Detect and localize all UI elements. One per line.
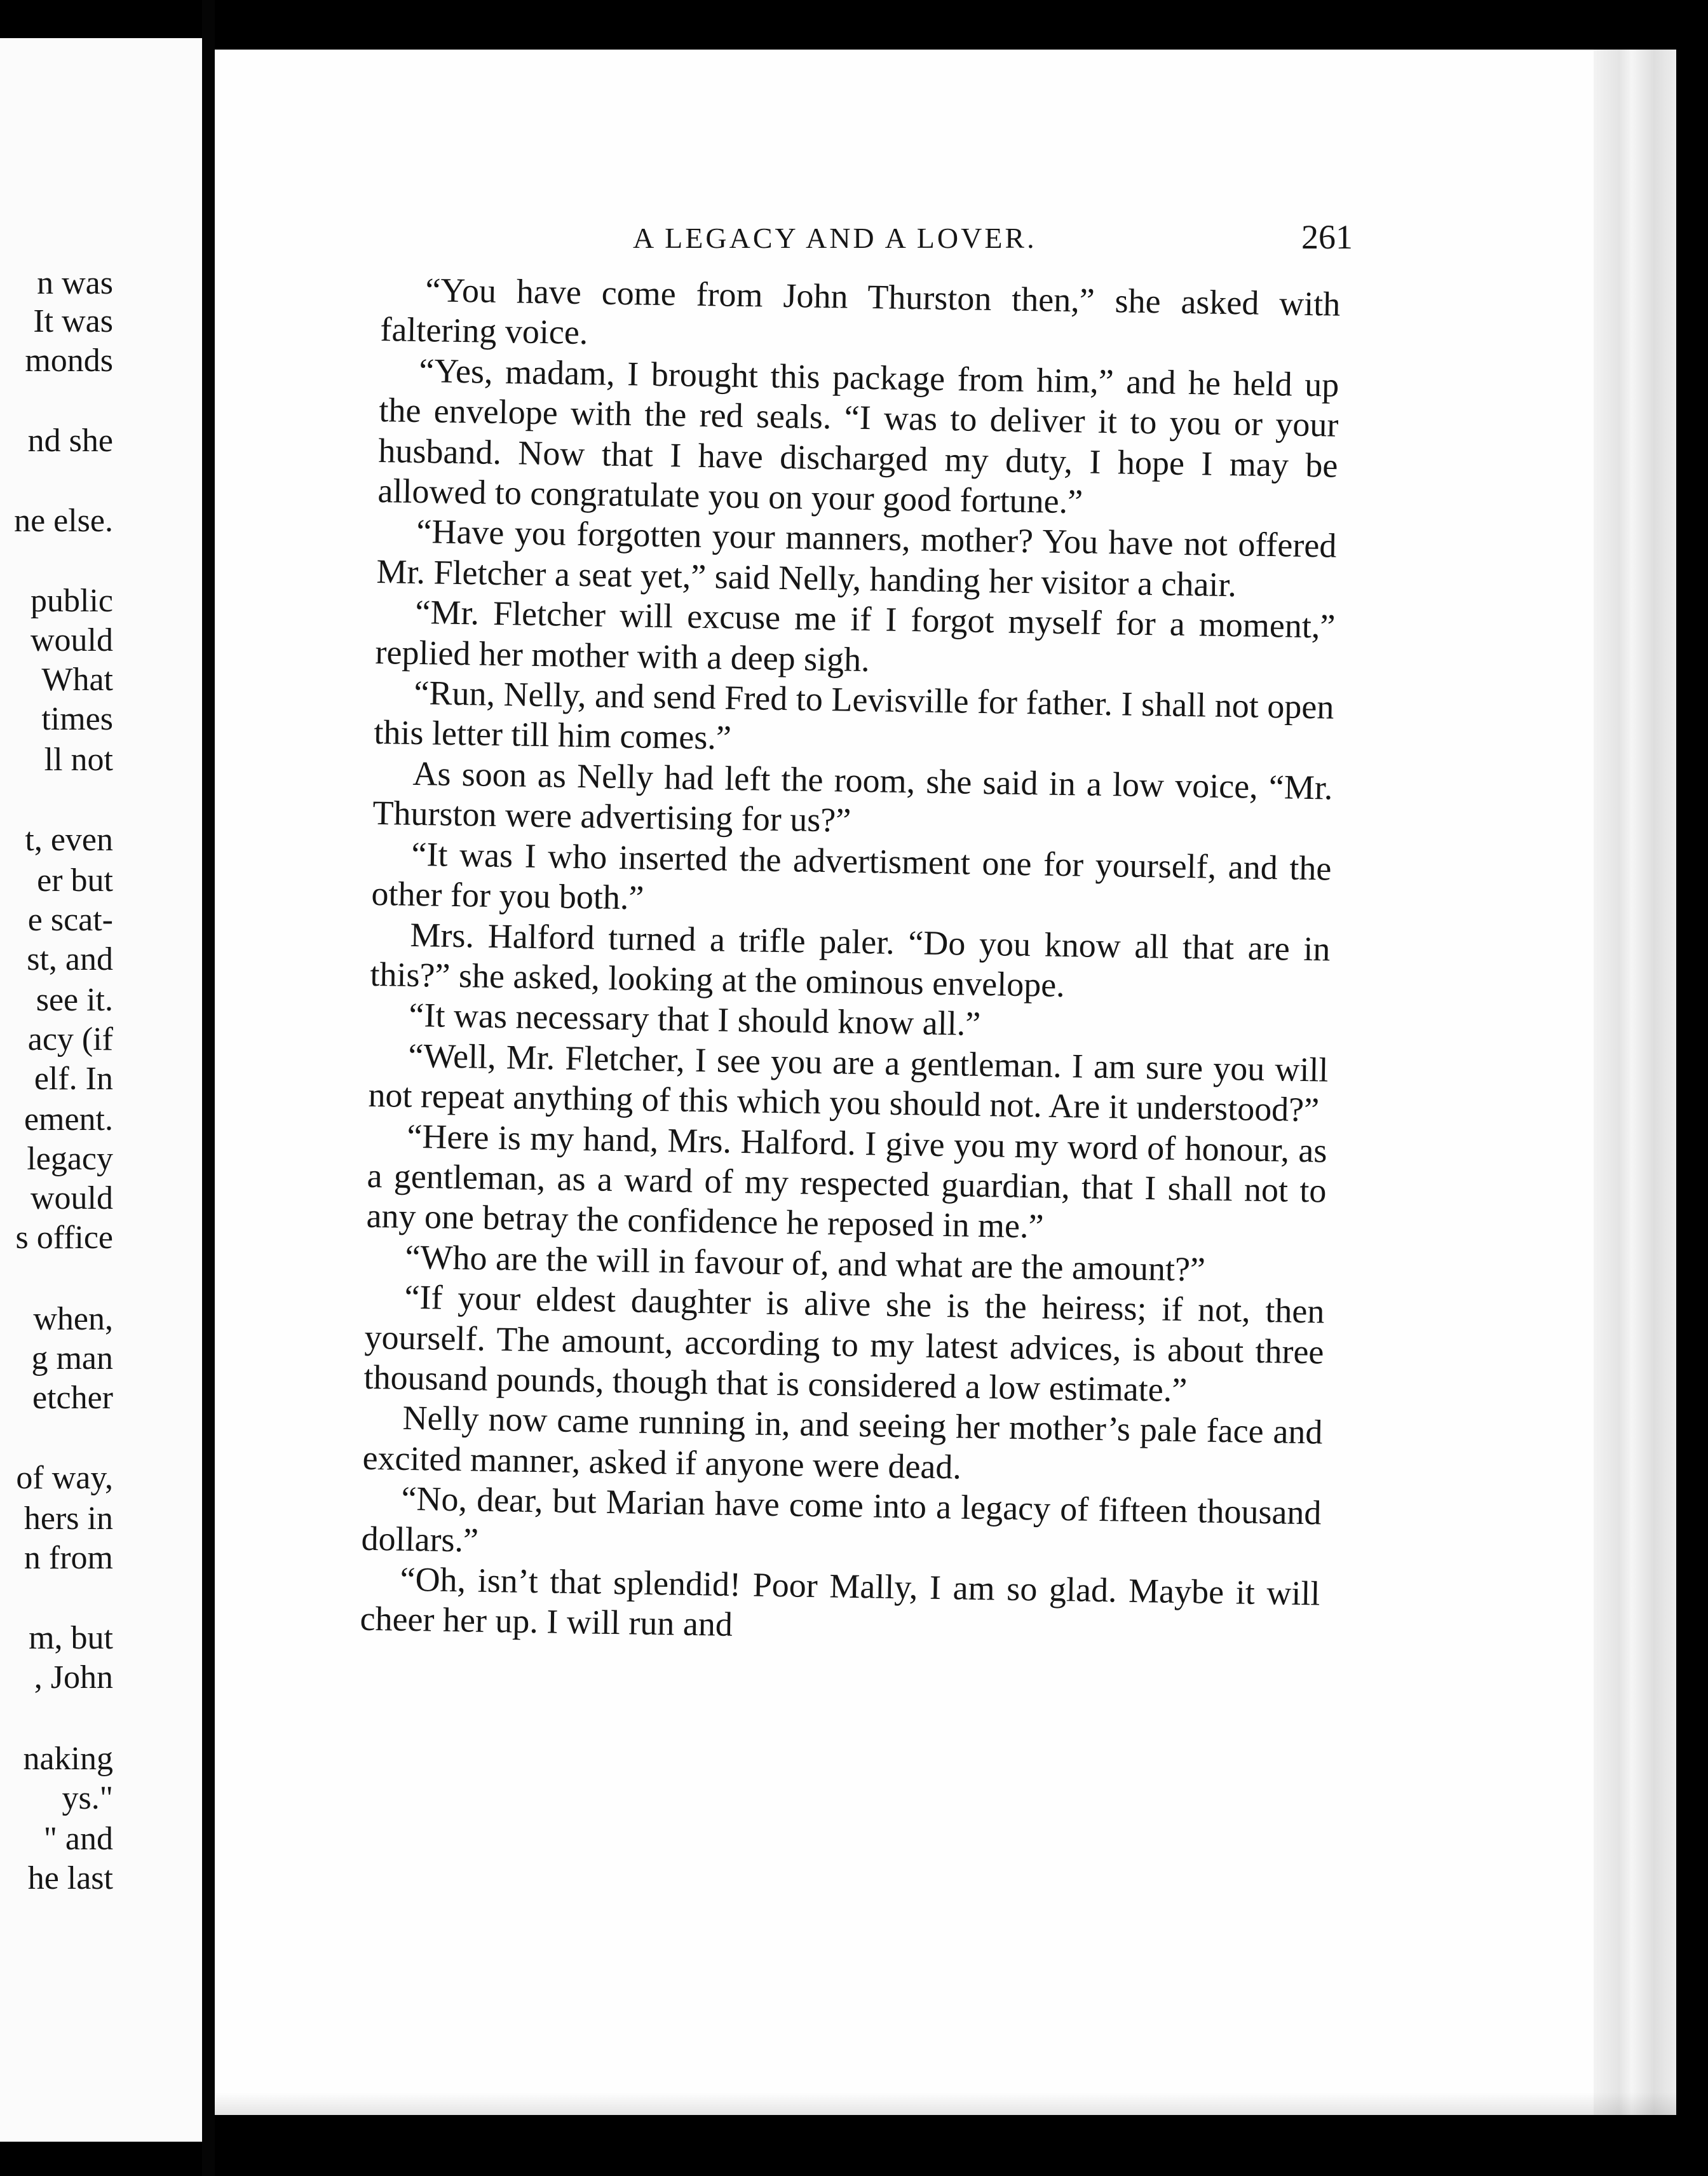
previous-page-line: would (30, 1180, 113, 1216)
paragraph: “Mr. Fletcher will excuse me if I forgot myself for a moment,” replied her mother with a deep sigh. (375, 593, 1336, 679)
previous-page-line: of way, (16, 1460, 113, 1496)
previous-page-line: " and (43, 1821, 113, 1857)
previous-page-line: times (41, 701, 113, 737)
previous-page-line: monds (25, 343, 113, 379)
previous-page-line: acy (if (27, 1021, 113, 1057)
current-page (215, 50, 1676, 2115)
previous-page-line: e scat- (27, 902, 113, 938)
previous-page-line: It was (33, 303, 113, 339)
paragraph: “Here is my hand, Mrs. Halford. I give you my word of honour, as a gentleman, as a ward of my respected guardian, that I shall not to any one betray the confidence he reposed in me.” (366, 1117, 1327, 1246)
previous-page-line: public (30, 583, 113, 619)
previous-page-line: elf. In (34, 1061, 113, 1097)
paragraph: “It was necessary that I should know all.” (409, 996, 981, 1044)
previous-page (0, 38, 208, 2142)
paragraph: “You have come from John Thurston then,” she asked with faltering voice. (380, 271, 1341, 352)
previous-page-line: What (41, 662, 113, 698)
previous-page-line: n was (37, 265, 113, 301)
previous-page-line: n from (24, 1540, 113, 1576)
previous-page-line: s office (15, 1220, 113, 1256)
previous-page-line: m, but (29, 1620, 113, 1656)
previous-page-line: ne else. (14, 503, 113, 539)
previous-page-line: t, even (25, 822, 113, 858)
paragraph: Mrs. Halford turned a trifle paler. “Do you know all that are in this?” she asked, looking at the ominous envelope. (370, 915, 1331, 1004)
previous-page-line: when, (33, 1301, 113, 1337)
body-text (360, 269, 1341, 1654)
paragraph: “No, dear, but Marian have come into a legacy of fifteen thousand dollars.” (361, 1479, 1322, 1560)
page-edge-stack (1594, 50, 1676, 2115)
paragraph: “If your eldest daughter is alive she is the heiress; if not, then yourself. The amount, according to my latest advices, is about three thousand pounds, though that is considered a low estimate.” (363, 1277, 1325, 1410)
previous-page-line: legacy (27, 1141, 113, 1177)
previous-page-line: hers in (24, 1500, 113, 1537)
page-number: 261 (1301, 218, 1353, 256)
paragraph: “Oh, isn’t that splendid! Poor Mally, I am so glad. Maybe it will cheer her up. I will run and (360, 1560, 1320, 1644)
previous-page-line: he last (27, 1860, 113, 1896)
previous-page-line: , John (34, 1659, 113, 1696)
previous-page-line: naking (23, 1741, 113, 1777)
previous-page-line: ll not (44, 742, 113, 778)
paragraph: “Have you forgotten your manners, mother? You have not offered Mr. Fletcher a seat yet,” said Nelly, handing her visitor a chair. (376, 512, 1337, 604)
book-gutter (202, 0, 215, 2176)
paragraph: “Who are the will in favour of, and what are the amount?” (405, 1237, 1206, 1289)
previous-page-line: g man (31, 1340, 113, 1377)
running-head: A LEGACY AND A LOVER. (633, 222, 1037, 254)
previous-page-line: ement. (24, 1101, 113, 1138)
previous-page-line: ys." (62, 1780, 113, 1816)
paragraph: “It was I who inserted the advertisment one for yourself, and the other for you both.” (371, 834, 1332, 917)
paragraph: “Well, Mr. Fletcher, I see you are a gentleman. I am sure you will not repeat anything of this which you should not. Are it understood?” (368, 1036, 1329, 1129)
previous-page-line: er but (37, 862, 113, 899)
page-shadow (215, 2092, 1676, 2115)
previous-page-line: st, and (27, 941, 113, 977)
paragraph: “Run, Nelly, and send Fred to Levisville for father. I shall not open this letter till him comes.” (374, 673, 1334, 758)
previous-page-line: would (30, 622, 113, 658)
previous-page-line: see it. (36, 982, 113, 1018)
paragraph: Nelly now came running in, and seeing her mother’s pale face and excited manner, asked if anyone were dead. (362, 1399, 1323, 1486)
previous-page-line: nd she (27, 423, 113, 459)
paragraph: As soon as Nelly had left the room, she said in a low voice, “Mr. Thurston were advertising for us?” (372, 754, 1333, 840)
paragraph: “Yes, madam, I brought this package from him,” and he held up the envelope with the red seals. “I was to deliver it to you or your husband. Now that I have discharged my duty, I hope I may be allowed to congratulate you on your good fortune.” (377, 351, 1339, 521)
previous-page-line: etcher (32, 1380, 113, 1416)
